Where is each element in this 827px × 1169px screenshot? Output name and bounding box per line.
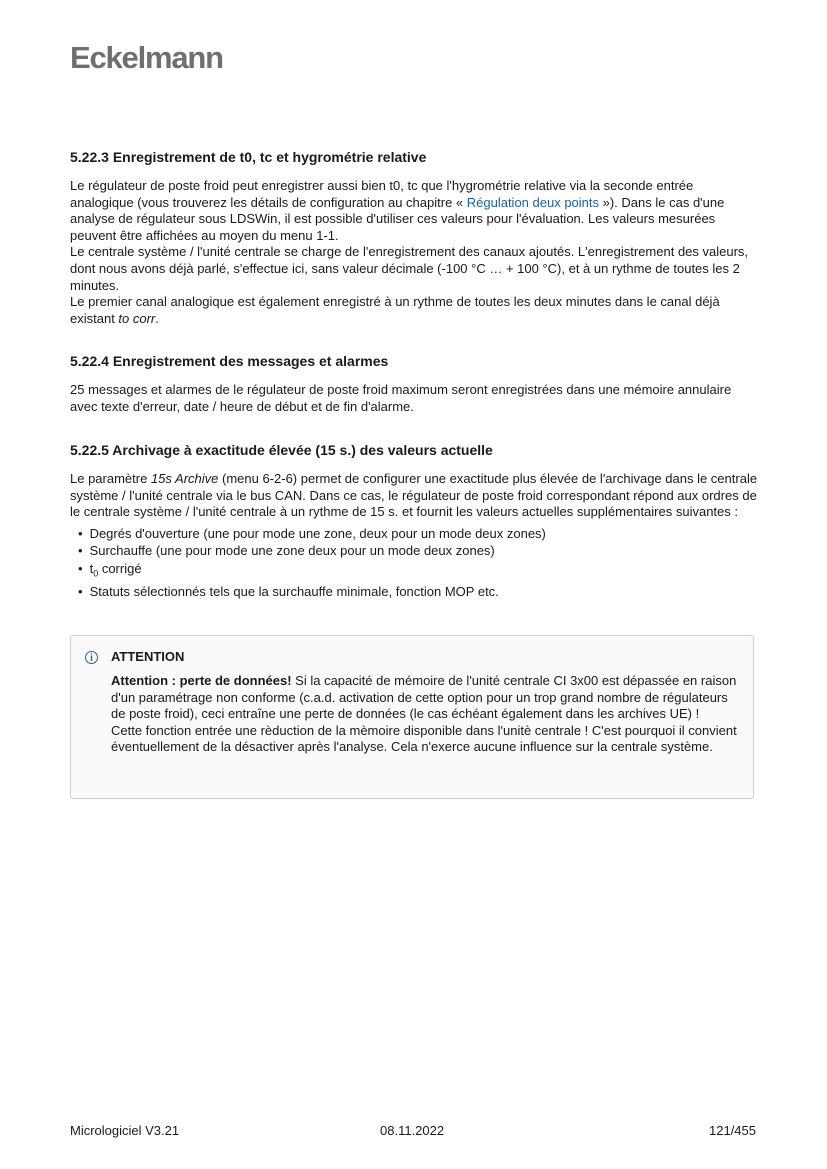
footer-firmware: Micrologiciel V3.21: [70, 1123, 180, 1138]
text: »). Dans le cas d'une analyse de régulateur sous LDSWin, il est possible d'utiliser ces valeurs pour l'évaluation. Les valeurs mesurées peuvent être affichées au moyen du menu 1-1.: [70, 194, 725, 243]
attention-text: [111, 673, 741, 756]
section-5-22-5: [70, 441, 760, 600]
paragraph: Cette fonction entrée une rèduction de la mèmoire disponible dans l'unitè centrale ! C'est pourquoi il convient éventuellement de la désactiver après l'analyse. Cela n'exerce aucune influence sur la centrale système.: [111, 722, 737, 755]
italic-term: to corr: [118, 310, 156, 326]
section-5-22-4: [70, 352, 760, 415]
text: Si la capacité de mémoire de l'unité centrale CI 3x00 est dépassée en raison d'un paramétrage non conforme (c.a.d. activation de cette option pour un trop grand nombre de régulateurs de poste froid), ceci entraîne une perte de données (le cas échéant également dans les archives UE) !: [111, 673, 737, 722]
bold-text: Attention : perte de données!: [111, 673, 292, 688]
section-5-22-3: [70, 148, 760, 327]
text: .: [155, 310, 159, 326]
paragraph: [70, 294, 760, 327]
section-heading: 5.22.4 Enregistrement des messages et alarmes: [70, 353, 389, 369]
paragraph: [70, 471, 760, 521]
paragraph: Le centrale système / l'unité centrale se charge de l'enregistrement des canaux ajoutés. L'enregistrement des valeurs, dont nous avons déjà parlé, s'effectue ici, sans valeur décimale (-100 °C … + 100 °C), et à un rythme de toutes les 2 minutes.: [70, 244, 749, 293]
chapter-link[interactable]: Régulation deux points: [466, 194, 600, 210]
subscript: 0: [93, 568, 99, 579]
attention-title: ATTENTION: [111, 649, 185, 664]
list-item: • Statuts sélectionnés tels que la surchauffe minimale, fonction MOP etc.: [78, 583, 760, 601]
text: t: [89, 560, 94, 576]
section-heading: 5.22.3 Enregistrement de t0, tc et hygrométrie relative: [70, 149, 427, 165]
info-icon: i: [85, 651, 98, 664]
section-heading: 5.22.5 Archivage à exactitude élevée (15 s.) des valeurs actuelle: [70, 442, 493, 458]
paragraph: [111, 673, 741, 723]
text: Le premier canal analogique est également enregistré à un rythme de toutes les deux minutes dans le canal déjà existant: [70, 294, 720, 326]
list-item: • Degrés d'ouverture (une pour mode une zone, deux pour un mode deux zones): [78, 525, 760, 543]
list-item: • Surchauffe (une pour mode une zone deux pour un mode deux zones): [78, 542, 760, 560]
text: Le paramètre: [70, 471, 151, 486]
text: corrigé: [98, 560, 142, 576]
bullet-list: [70, 525, 760, 601]
list-item: [78, 560, 760, 583]
paragraph: [70, 178, 760, 244]
text: (menu 6-2-6) permet de configurer une exactitude plus élevée de l'archivage dans le centrale système / l'unité centrale via le bus CAN. Dans ce cas, le régulateur de poste froid correspondant répond aux ordres de le centrale système / l'unité centrale à un rythme de 15 s. et fournit les valeurs actuelles supplémentaires suivantes :: [70, 471, 758, 520]
footer-date: 08.11.2022: [380, 1123, 445, 1138]
eckelmann-logo: Eckelmann: [70, 40, 223, 75]
attention-box: [70, 635, 754, 799]
paragraph: 25 messages et alarmes de le régulateur de poste froid maximum seront enregistrées dans une mémoire annulaire avec texte d'erreur, date / heure de début et de fin d'alarme.: [70, 382, 732, 414]
footer-page-number: 121/455: [709, 1123, 756, 1138]
italic-term: 15s Archive: [150, 471, 219, 486]
text: Le régulateur de poste froid peut enregistrer aussi bien t0, tc que l'hygrométrie relative via la seconde entrée analogique (vous trouverez les détails de configuration au chapitre «: [70, 178, 694, 210]
